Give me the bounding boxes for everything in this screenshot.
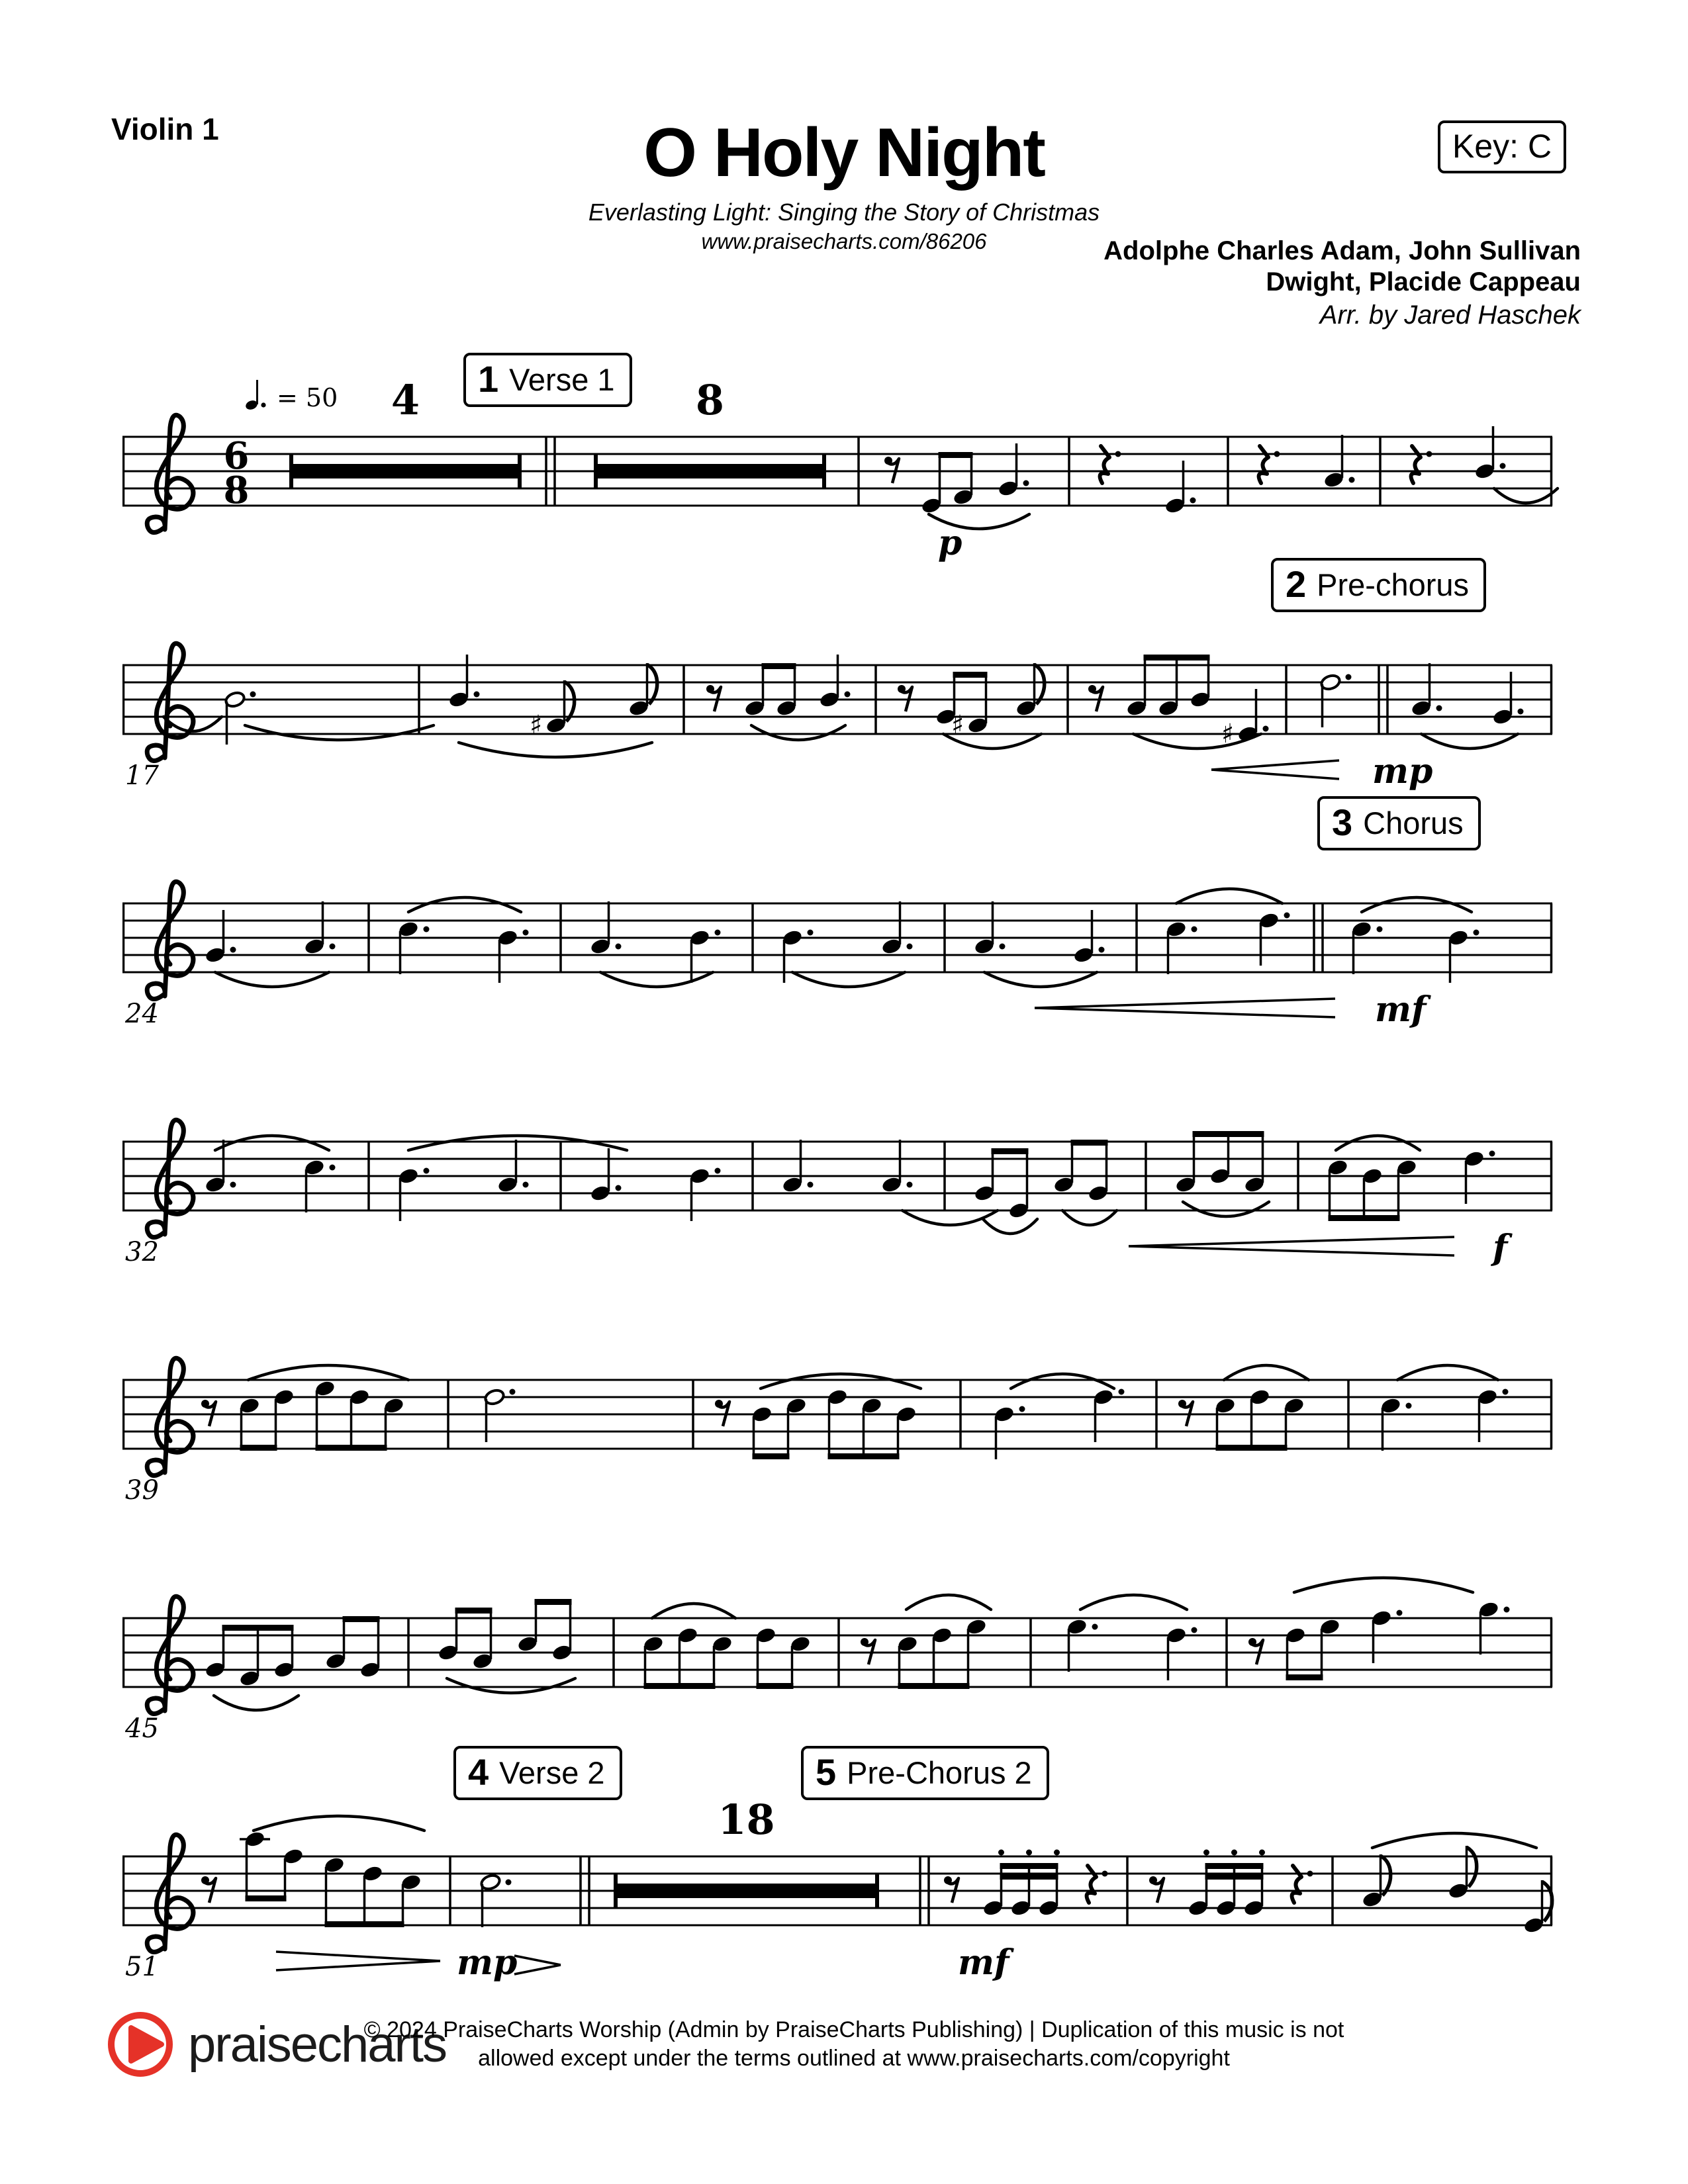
part-name: Violin 1 [111, 112, 219, 146]
composers-line-2: Dwight, Placide Cappeau [1266, 267, 1581, 296]
arranger: Arr. by Jared Haschek [1319, 300, 1581, 330]
composers-line-1: Adolphe Charles Adam, John Sullivan [1103, 236, 1581, 265]
svg-text:8: 8 [695, 376, 725, 424]
tempo-value: = 50 [277, 383, 338, 412]
dynamic-marking: mf [1375, 989, 1427, 1030]
dynamic-marking: p [938, 523, 962, 563]
svg-text:18: 18 [718, 1796, 775, 1844]
svg-text:6: 6 [223, 434, 250, 478]
svg-text:♯: ♯ [530, 710, 543, 741]
album-subtitle: Everlasting Light: Singing the Story of Christmas [588, 199, 1100, 226]
staff-system-2 [122, 599, 1566, 811]
measure-number: 45 [125, 1713, 159, 1744]
staff-system-1 [122, 371, 1566, 582]
dynamic-marking: f [1493, 1228, 1508, 1268]
svg-text:8: 8 [223, 469, 250, 512]
rehearsal-number: 1 [478, 358, 499, 400]
svg-text:4: 4 [391, 376, 420, 424]
rehearsal-label: Verse 1 [509, 361, 615, 397]
measure-number: 32 [125, 1237, 159, 1267]
dynamic-marking: mp [457, 1942, 518, 1983]
rehearsal-number: 2 [1286, 563, 1307, 605]
svg-text:♯: ♯ [1221, 719, 1235, 749]
copyright-line-2: allowed except under the terms outlined at www.praisecharts.com/copyright [478, 2046, 1230, 2071]
praisecharts-logo-icon [105, 2009, 176, 2080]
staff-system-7 [122, 1790, 1566, 2002]
dynamic-marking: mf [958, 1942, 1009, 1983]
rehearsal-label: Verse 2 [499, 1754, 605, 1790]
dynamic-marking: mp [1372, 751, 1433, 792]
rehearsal-label: Pre-chorus [1317, 567, 1470, 602]
measure-number: 51 [125, 1952, 159, 1982]
measure-number: 17 [125, 760, 159, 791]
rehearsal-label: Pre-Chorus 2 [847, 1754, 1032, 1790]
measure-number: 39 [125, 1475, 159, 1506]
copyright-notice [275, 2016, 1433, 2073]
rehearsal-number: 5 [816, 1751, 837, 1793]
credits-block [1103, 236, 1581, 331]
staff-system-6 [122, 1552, 1566, 1764]
staff-system-3 [122, 837, 1566, 1049]
staff-system-5 [122, 1314, 1566, 1525]
praisecharts-logo-text: praisecharts [188, 2016, 446, 2073]
key-signature-box: Key: C [1438, 120, 1566, 173]
rehearsal-label: Chorus [1363, 805, 1464, 841]
measure-number: 24 [125, 999, 159, 1029]
rehearsal-number: 3 [1332, 801, 1353, 843]
song-title: O Holy Night [643, 114, 1045, 191]
copyright-line-1: © 2024 PraiseCharts Worship (Admin by PraiseCharts Publishing) | Duplication of this music is not [363, 2017, 1344, 2042]
rehearsal-number: 4 [468, 1751, 489, 1793]
song-url: www.praisecharts.com/86206 [701, 229, 987, 253]
svg-text:♯: ♯ [951, 710, 964, 741]
staff-system-4 [122, 1075, 1566, 1287]
